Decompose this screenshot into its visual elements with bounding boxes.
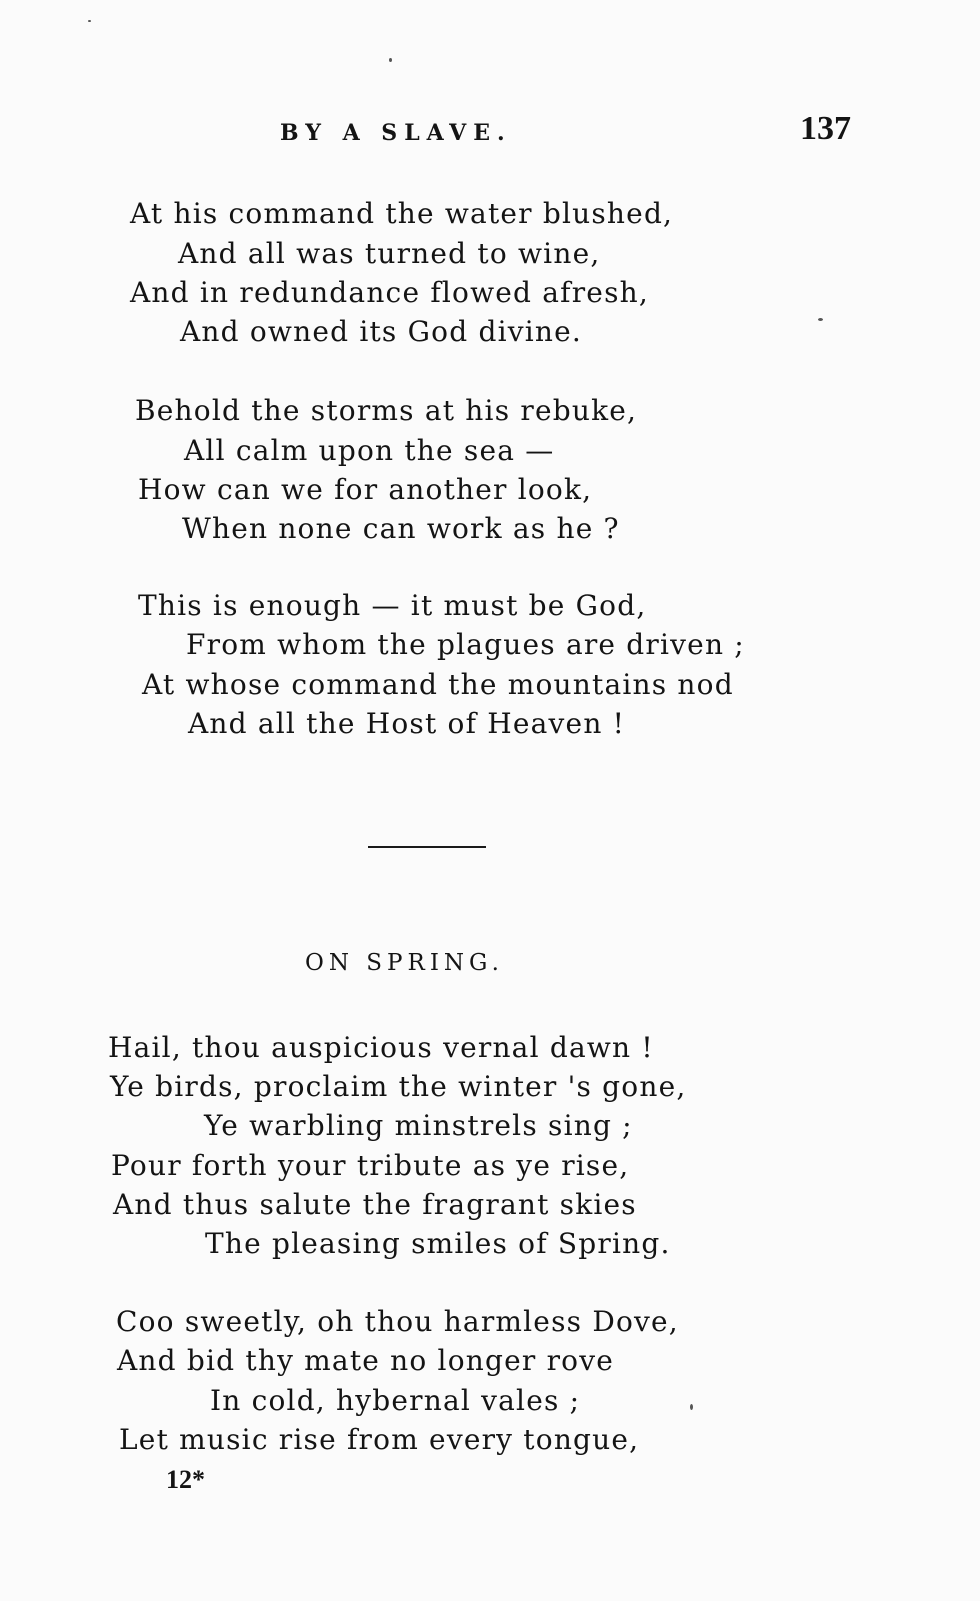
poem-line: And all the Host of Heaven ! xyxy=(188,707,626,740)
poem-line: And in redundance flowed afresh, xyxy=(130,276,649,309)
running-head: BY A SLAVE. xyxy=(280,120,512,146)
poem-line: And owned its God divine. xyxy=(180,315,583,348)
poem-line: This is enough — it must be God, xyxy=(138,589,647,622)
page-number: 137 xyxy=(800,110,851,147)
poem-line: How can we for another look, xyxy=(138,473,593,506)
poem-line: Let music rise from every tongue, xyxy=(119,1423,640,1456)
print-speck xyxy=(88,20,91,22)
poem-line: In cold, hybernal vales ; xyxy=(210,1384,581,1417)
section-divider xyxy=(368,846,486,848)
print-speck xyxy=(690,1404,693,1410)
poem-line: Ye warbling minstrels sing ; xyxy=(204,1109,633,1142)
poem-line: Coo sweetly, oh thou harmless Dove, xyxy=(116,1305,679,1338)
poem-line: When none can work as he ? xyxy=(182,512,620,545)
poem-line: At whose command the mountains nod xyxy=(142,668,734,701)
poem-line: And all was turned to wine, xyxy=(178,237,601,270)
poem-line: At his command the water blushed, xyxy=(130,197,674,230)
poem-line: And bid thy mate no longer rove xyxy=(117,1344,614,1377)
poem-line: Behold the storms at his rebuke, xyxy=(135,394,638,427)
poem-line: The pleasing smiles of Spring. xyxy=(205,1227,671,1260)
print-speck xyxy=(818,318,823,321)
poem-line: Pour forth your tribute as ye rise, xyxy=(111,1149,630,1182)
poem-line: Hail, thou auspicious vernal dawn ! xyxy=(108,1031,654,1064)
poem-line: And thus salute the fragrant skies xyxy=(113,1188,637,1221)
poem-title: ON SPRING. xyxy=(305,950,504,976)
poem-line: All calm upon the sea — xyxy=(184,434,555,467)
print-speck xyxy=(389,58,392,62)
poem-line: Ye birds, proclaim the winter 's gone, xyxy=(110,1070,687,1103)
signature-mark: 12* xyxy=(166,1465,205,1494)
poem-line: From whom the plagues are driven ; xyxy=(186,628,745,661)
